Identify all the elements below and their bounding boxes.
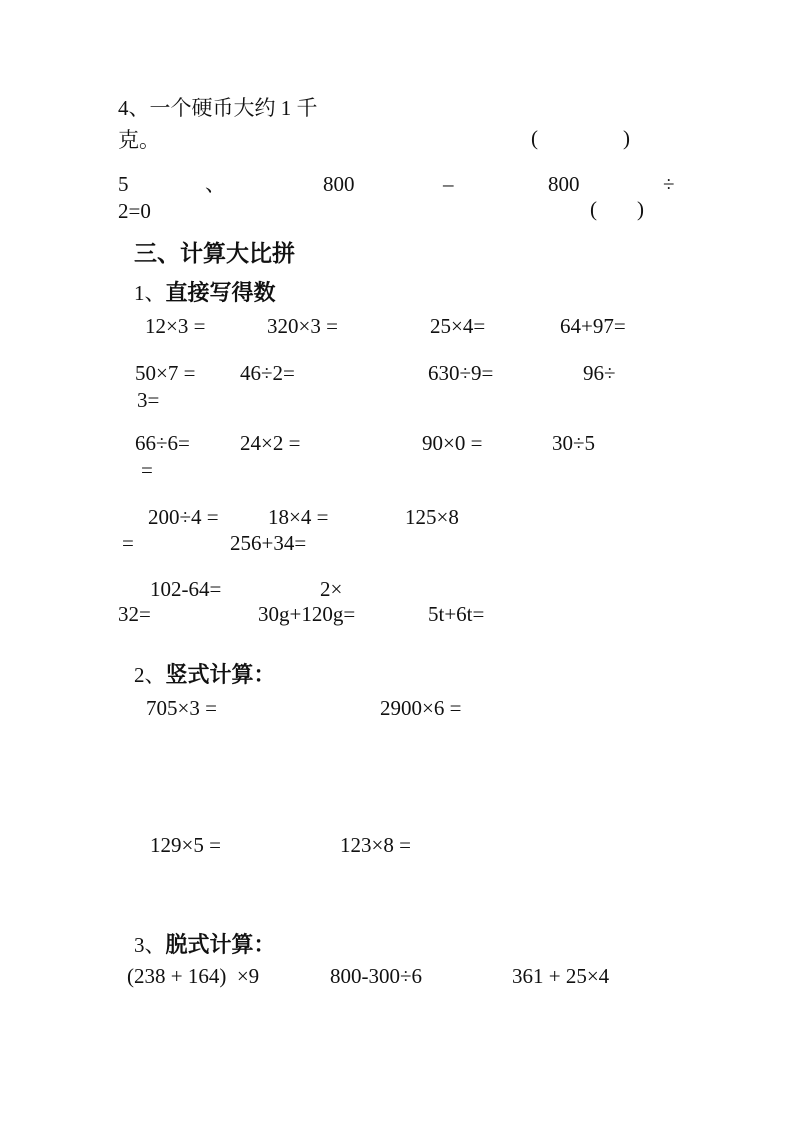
judgement-q4-answer-paren-close: ) (623, 126, 630, 150)
eq-30div5-part2: = (141, 458, 153, 482)
eq-2900x6: 2900×6 = (380, 696, 462, 720)
eq-2x32-part1: 2× (320, 577, 343, 601)
judgement-q5-number: 5 (118, 172, 129, 196)
subsection-3-number: 3、 (134, 932, 166, 957)
eq-102minus64: 102-64= (150, 577, 222, 601)
eq-800minus300div6: 800-300÷6 (330, 964, 423, 988)
eq-12x3: 12×3 = (145, 314, 206, 338)
eq-320x3: 320×3 = (267, 314, 338, 338)
judgement-q4-line1: 4、一个硬币大约 1 千 (118, 96, 318, 120)
eq-64plus97: 64+97= (560, 314, 626, 338)
subsection-1-number: 1、 (134, 280, 166, 305)
eq-18x4: 18×4 = (268, 505, 329, 529)
eq-96div-part2: 3= (137, 388, 160, 412)
eq-30g-plus-120g: 30g+120g= (258, 602, 356, 626)
eq-256plus34: 256+34= (230, 531, 307, 555)
subsection-3-title: 脱式计算： (165, 932, 276, 958)
judgement-q5-answer-paren-open: ( (590, 197, 597, 221)
eq-46div2: 46÷2= (240, 361, 295, 385)
eq-125x8-part1: 125×8 (405, 505, 459, 529)
eq-238plus164-x9: (238 + 164) ×9 (127, 964, 260, 988)
eq-96div-part1: 96÷ (583, 361, 616, 385)
judgement-q4-answer-paren-open: ( (531, 126, 538, 150)
eq-50x7: 50×7 = (135, 361, 196, 385)
subsection-1-title: 直接写得数 (165, 280, 276, 306)
subsection-2-title: 竖式计算： (165, 662, 276, 688)
judgement-q5-minus-sign: – (443, 172, 454, 196)
judgement-q5-pause-mark: 、 (205, 172, 226, 196)
eq-24x2: 24×2 = (240, 431, 301, 455)
subsection-2-number: 2、 (134, 662, 166, 687)
judgement-q5-operand-a: 800 (323, 172, 355, 196)
eq-66div6: 66÷6= (135, 431, 190, 455)
judgement-q5-line2: 2=0 (118, 199, 151, 223)
eq-361plus25x4: 361 + 25×4 (512, 964, 610, 988)
eq-2x32-part2: 32= (118, 602, 151, 626)
judgement-q5-answer-paren-close: ) (637, 197, 644, 221)
eq-30div5-part1: 30÷5 (552, 431, 596, 455)
judgement-q5-divide-sign: ÷ (663, 172, 675, 196)
judgement-q4-line2: 克。 (118, 128, 160, 152)
eq-25x4: 25×4= (430, 314, 486, 338)
section-heading-text: 三、计算大比拼 (134, 240, 295, 267)
eq-90x0: 90×0 = (422, 431, 483, 455)
eq-200div4: 200÷4 = (148, 505, 219, 529)
eq-5t-plus-6t: 5t+6t= (428, 602, 485, 626)
eq-630div9: 630÷9= (428, 361, 494, 385)
eq-125x8-part2: = (122, 531, 134, 555)
eq-705x3: 705×3 = (146, 696, 217, 720)
judgement-q5-operand-b: 800 (548, 172, 580, 196)
eq-123x8: 123×8 = (340, 833, 411, 857)
eq-129x5: 129×5 = (150, 833, 221, 857)
